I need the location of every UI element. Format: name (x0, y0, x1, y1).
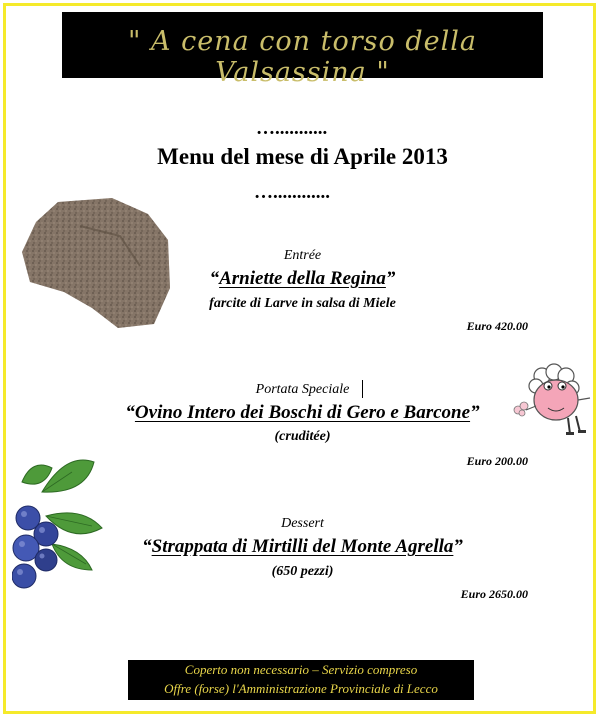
course-3-price: Euro 2650.00 (460, 587, 528, 601)
course-3-name: “Strappata di Mirtilli del Monte Agrella” (142, 536, 463, 557)
footer-line-1: Coperto non necessario – Servizio compreso (184, 662, 418, 677)
course-3-note: (650 pezzi) (271, 564, 334, 579)
banner-title: " A cena con torso della Valsassina " (128, 26, 477, 88)
footer-box (128, 660, 474, 700)
footer-line-2: Offre (forse) l'Amministrazione Provinciale di Lecco (164, 681, 438, 696)
course-2-category: Portata Speciale (255, 382, 350, 397)
course-1-category: Entrée (283, 248, 322, 263)
course-1-price: Euro 420.00 (466, 319, 528, 333)
course-2-name: “Ovino Intero dei Boschi di Gero e Barcone” (125, 402, 480, 423)
dots-top: …........... (256, 118, 328, 139)
page-frame (3, 3, 596, 714)
cartoon-sheep-image (510, 360, 594, 438)
dots-bottom: …............ (254, 182, 330, 203)
course-1-name: “Arniette della Regina” (209, 268, 396, 289)
course-1-note: farcite di Larve in salsa di Miele (209, 296, 396, 311)
title-banner (62, 12, 543, 88)
course-2-note: (cruditée) (274, 429, 331, 444)
course-3-category: Dessert (281, 516, 324, 531)
menu-title: Menu del mese di Aprile 2013 (157, 144, 448, 169)
text-cursor (362, 380, 363, 398)
course-2-price: Euro 200.00 (466, 454, 528, 468)
